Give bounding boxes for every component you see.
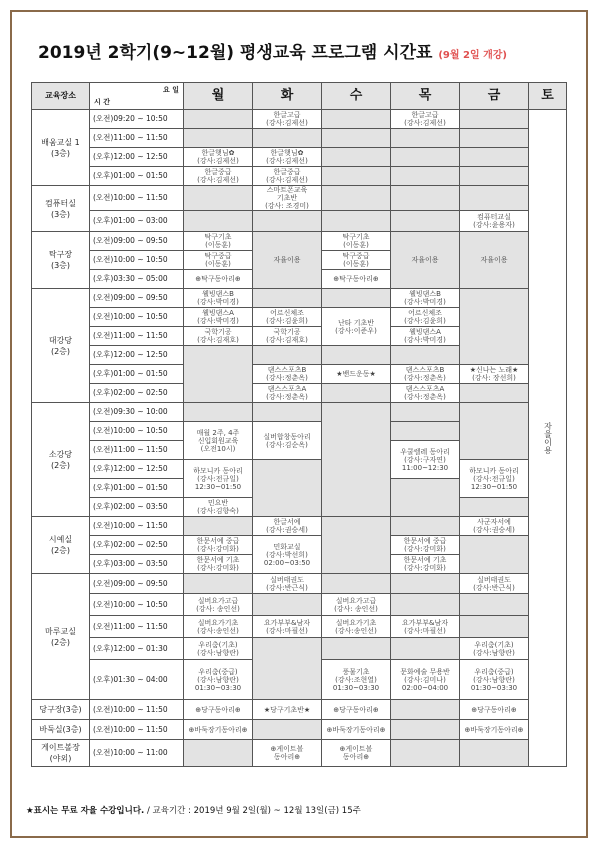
class-cell: 민요반 (강사:김향숙) [184, 498, 253, 517]
page-title [38, 38, 578, 63]
class-cell: 한글햇님✿ (강사:김제선) [184, 148, 253, 167]
time-slot: (오후)12:00 ~ 12:50 [90, 346, 184, 365]
room-baeum [32, 110, 90, 186]
time-slot: (오후)12:00 ~ 12:50 [90, 148, 184, 167]
class-cell: 컴퓨터교실 (강사:윤용자) [460, 211, 529, 232]
time-slot: (오후)12:00 ~ 01:30 [90, 638, 184, 660]
empty-cell [322, 289, 391, 308]
room-floor: (2층) [50, 546, 71, 555]
class-cell: 하모니카 동아리 (강사:전규일) 12:30~01:50 [460, 460, 529, 498]
class-cell: 어르신체조 (강사:김윤희) [253, 308, 322, 327]
header-day-thu: 목 [391, 83, 460, 110]
class-cell: 요가부부&남자 (강사:마필선) [391, 616, 460, 638]
empty-cell [184, 574, 253, 594]
class-cell: 한글고급 (강사:김제선) [391, 110, 460, 129]
time-slot: (오전)09:20 ~ 10:50 [90, 110, 184, 129]
empty-cell [253, 129, 322, 148]
empty-cell [391, 211, 460, 232]
empty-cell [391, 594, 460, 616]
header-row [32, 83, 567, 110]
class-cell: 자율이용 [253, 232, 322, 289]
class-cell: 탁구중급 (이동훈) [184, 251, 253, 270]
title-main: 2019년 2학기(9~12월) 평생교육 프로그램 시간표 [38, 43, 433, 63]
class-cell: 우쿨렐레 동아리 (강사:구자연) 11:00~12:30 [391, 441, 460, 479]
class-cell: 웰빙댄스A (강사:박미경) [391, 327, 460, 346]
class-cell: 실버합창동아리 (강사:김순옥) [253, 422, 322, 460]
class-cell: 실버요가고급 (강사: 송인선) [322, 594, 391, 616]
empty-cell [460, 384, 529, 403]
empty-cell [253, 594, 322, 616]
empty-cell [460, 289, 529, 365]
class-cell: 문화예술 무용반 (강사:김미나) 02:00~04:00 [391, 660, 460, 700]
empty-cell [460, 536, 529, 574]
room-floor: (3층) [50, 261, 71, 270]
time-slot: (오후)12:00 ~ 12:50 [90, 460, 184, 479]
class-cell: 우리춤(기초) (강사:남향란) [460, 638, 529, 660]
header-day-sat: 토 [529, 83, 567, 110]
empty-cell [322, 403, 391, 517]
class-cell: 어르신체조 (강사:김윤희) [391, 308, 460, 327]
class-cell: 한문서예 중급 (강사:강미화) [391, 536, 460, 555]
empty-cell [184, 403, 253, 422]
room-name: 대강당 [48, 335, 73, 345]
empty-cell [184, 110, 253, 129]
class-cell: 웰빙댄스A (강사:박미경) [184, 308, 253, 327]
empty-cell [460, 740, 529, 767]
empty-cell [391, 720, 460, 740]
time-slot: (오후)01:00 ~ 01:50 [90, 365, 184, 384]
empty-cell [253, 346, 322, 365]
room-maru [32, 574, 90, 700]
empty-cell [391, 574, 460, 594]
time-slot: (오후)02:00 ~ 03:50 [90, 498, 184, 517]
header-location: 교육장소 [32, 83, 90, 110]
room-name: 마루교실 [45, 626, 76, 636]
class-cell: 한글중급 (강사:김제선) [253, 167, 322, 186]
class-cell: 우리춤(기초) (강사:남향란) [184, 638, 253, 660]
class-cell: ⊕게이트볼 동아리⊕ [253, 740, 322, 767]
class-cell: ⊕당구동아리⊕ [460, 700, 529, 720]
time-slot: (오전)10:00 ~ 11:50 [90, 700, 184, 720]
time-slot: (오전)10:00 ~ 11:50 [90, 517, 184, 536]
time-slot: (오전)10:00 ~ 11:50 [90, 720, 184, 740]
time-slot: (오전)09:00 ~ 09:50 [90, 574, 184, 594]
empty-cell [391, 700, 460, 720]
class-cell: 난타 기초반 (강사:이준우) [322, 308, 391, 346]
class-cell: 댄스스포츠B (강사:정춘옥) [391, 365, 460, 384]
class-cell: 댄스스포츠A (강사:정춘옥) [253, 384, 322, 403]
time-slot: (오전)09:00 ~ 09:50 [90, 289, 184, 308]
time-slot: (오전)10:00 ~ 11:50 [90, 186, 184, 211]
empty-cell [322, 346, 391, 365]
empty-cell [253, 638, 322, 700]
class-cell: 탁구중급 (이동훈) [322, 251, 391, 270]
title-start-date: (9월 2일 개강) [438, 50, 508, 61]
class-cell: 한문서예 기초 (강사:강미화) [391, 555, 460, 574]
class-cell: ⊕바둑장기동아리⊕ [184, 720, 253, 740]
empty-cell [184, 346, 253, 403]
empty-cell [322, 638, 391, 660]
class-cell: 댄스스포츠A (강사:정춘옥) [391, 384, 460, 403]
time-slot: (오후)01:00 ~ 01:50 [90, 167, 184, 186]
empty-cell [460, 616, 529, 638]
header-day-fri: 금 [460, 83, 529, 110]
room-floor: (2층) [50, 460, 71, 470]
room-gateball [32, 740, 90, 767]
class-cell: 하모니카 동아리 (강사:전규일) 12:30~01:50 [184, 460, 253, 498]
class-cell: 우리춤(중급) (강사:남향란) 01:30~03:30 [184, 660, 253, 700]
class-cell: ⊕바둑장기동아리⊕ [460, 720, 529, 740]
empty-cell [322, 384, 391, 403]
room-floor: (야외) [49, 754, 72, 763]
class-cell: ★밴드운동★ [322, 365, 391, 384]
empty-cell [460, 403, 529, 460]
class-cell: 웰빙댄스B (강사:박미경) [391, 289, 460, 308]
class-cell: 탁구기초 (이동훈) [184, 232, 253, 251]
footer-period: / 교육기간 : 2019년 9월 2일(월) ~ 12월 13일(금) 15주 [146, 806, 361, 816]
time-slot: (오후)03:00 ~ 03:50 [90, 555, 184, 574]
empty-cell [184, 129, 253, 148]
time-slot: (오전)11:00 ~ 11:50 [90, 616, 184, 638]
empty-cell [460, 167, 529, 186]
empty-cell [253, 211, 322, 232]
class-cell: 풍물기초 (강사:조현열) 01:30~03:30 [322, 660, 391, 700]
time-slot: (오후)03:30 ~ 05:00 [90, 270, 184, 289]
empty-cell [391, 479, 460, 517]
room-name: 배움교실 1 [41, 137, 80, 147]
empty-cell [391, 148, 460, 167]
room-name: 당구장(3층) [39, 705, 82, 714]
empty-cell [184, 186, 253, 211]
class-cell: 댄스스포츠B (강사:정춘옥) [253, 365, 322, 384]
room-main-hall [32, 289, 90, 403]
class-cell: 민화교실 (강사:박선희) 02:00~03:50 [253, 536, 322, 574]
room-name: 바둑실(3층) [39, 725, 82, 734]
header-day-wed: 수 [322, 83, 391, 110]
class-cell: 자율이용 [391, 232, 460, 289]
class-cell: 스마트폰교육 기초반 (강사: 조경미) [253, 186, 322, 211]
empty-cell [391, 186, 460, 211]
room-floor: (3층) [50, 209, 71, 219]
empty-cell [460, 110, 529, 129]
empty-cell [391, 517, 460, 536]
empty-cell [391, 422, 460, 441]
class-cell: 탁구기초 (이동훈) [322, 232, 391, 251]
empty-cell [184, 740, 253, 767]
empty-cell [184, 211, 253, 232]
room-name: 소강당 [48, 449, 73, 459]
time-slot: (오후)01:30 ~ 04:00 [90, 660, 184, 700]
empty-cell [460, 594, 529, 616]
room-calligraphy [32, 517, 90, 574]
class-cell: ⊕당구동아리⊕ [322, 700, 391, 720]
class-cell: ⊕탁구동아리⊕ [322, 270, 391, 289]
footer [26, 804, 361, 816]
time-slot: (오전)10:00 ~ 10:50 [90, 308, 184, 327]
empty-cell [460, 129, 529, 148]
class-cell: ⊕탁구동아리⊕ [184, 270, 253, 289]
room-billiards [32, 700, 90, 720]
empty-cell [391, 129, 460, 148]
room-name: 컴퓨터실 [45, 198, 76, 208]
room-name: 시예실 [48, 535, 73, 544]
empty-cell [391, 740, 460, 767]
class-cell: 자율이용 [460, 232, 529, 289]
time-slot: (오전)09:30 ~ 10:00 [90, 403, 184, 422]
time-slot: (오전)10:00 ~ 10:50 [90, 251, 184, 270]
empty-cell [460, 148, 529, 167]
empty-cell [391, 167, 460, 186]
header-day-tue: 화 [253, 83, 322, 110]
class-cell: ⊕바둑장기동아리⊕ [322, 720, 391, 740]
room-small-hall [32, 403, 90, 517]
class-cell: 실버태권도 (강사:반근식) [253, 574, 322, 594]
time-slot: (오전)09:00 ~ 09:50 [90, 232, 184, 251]
empty-cell [391, 346, 460, 365]
class-cell: ★당구기초반★ [253, 700, 322, 720]
class-cell: 사군자서예 (강사:권승세) [460, 517, 529, 536]
room-baduk [32, 720, 90, 740]
empty-cell [391, 638, 460, 660]
room-floor: (2층) [50, 637, 71, 647]
class-cell: 우리춤(중급) (강사:남향란) 01:30~03:30 [460, 660, 529, 700]
empty-cell [322, 167, 391, 186]
class-cell: 실버요가기초 (강사:송인선) [322, 616, 391, 638]
class-cell: 한글햇님✿ (강사:김제선) [253, 148, 322, 167]
class-cell: 국학기공 (강사:김재호) [184, 327, 253, 346]
header-days-label: 요 일 [163, 86, 179, 94]
empty-cell [253, 403, 322, 422]
saturday-column [529, 110, 567, 767]
time-slot: (오후)02:00 ~ 02:50 [90, 384, 184, 403]
time-slot: (오후)02:00 ~ 02:50 [90, 536, 184, 555]
class-cell: 한문서예 중급 (강사:강미화) [184, 536, 253, 555]
footer-note: ★표시는 무료 자율 수강입니다. [26, 806, 145, 816]
empty-cell [322, 517, 391, 574]
empty-cell [253, 289, 322, 308]
header-day-mon: 월 [184, 83, 253, 110]
class-cell: 요가부부&남자 (강사:마필선) [253, 616, 322, 638]
time-slot: (오후)01:00 ~ 03:00 [90, 211, 184, 232]
empty-cell [460, 186, 529, 211]
class-cell: 한문서예 기초 (강사:강미화) [184, 555, 253, 574]
header-day-time [90, 83, 184, 110]
empty-cell [184, 517, 253, 536]
empty-cell [322, 129, 391, 148]
class-cell: 실버태권도 (강사:반근식) [460, 574, 529, 594]
empty-cell [391, 403, 460, 422]
time-slot: (오전)10:00 ~ 11:00 [90, 740, 184, 767]
saturday-note: 자율이용 [543, 422, 553, 454]
room-tabletennis [32, 232, 90, 289]
class-cell: 한글중급 (강사:김제선) [184, 167, 253, 186]
room-name: 게이트볼장 [41, 743, 80, 752]
class-cell: 매월 2주, 4주 신입회원교육 (오전10시) [184, 422, 253, 460]
room-floor: (2층) [50, 346, 71, 356]
time-slot: (오전)10:00 ~ 10:50 [90, 594, 184, 616]
schedule-table [31, 82, 567, 767]
class-cell: 국학기공 (강사:김재호) [253, 327, 322, 346]
time-slot: (오전)11:00 ~ 11:50 [90, 129, 184, 148]
empty-cell [460, 498, 529, 517]
header-time-label: 시 간 [94, 98, 110, 106]
time-slot: (오전)11:00 ~ 11:50 [90, 441, 184, 460]
empty-cell [253, 460, 322, 517]
room-name: 탁구장 [48, 250, 73, 259]
empty-cell [322, 211, 391, 232]
class-cell: ⊕당구동아리⊕ [184, 700, 253, 720]
room-floor: (3층) [50, 148, 71, 158]
class-cell: 한글고급 (강사:김제선) [253, 110, 322, 129]
class-cell: ★신나는 노래★ (강사: 장선희) [460, 365, 529, 384]
empty-cell [322, 574, 391, 594]
class-cell: 웰빙댄스B (강사:박미경) [184, 289, 253, 308]
class-cell: ⊕게이트볼 동아리⊕ [322, 740, 391, 767]
time-slot: (오전)10:00 ~ 10:50 [90, 422, 184, 441]
empty-cell [322, 110, 391, 129]
class-cell: 실버요가고급 (강사: 송인선) [184, 594, 253, 616]
empty-cell [253, 720, 322, 740]
class-cell: 실버요가기초 (강사:송인선) [184, 616, 253, 638]
class-cell: 한글서예 (강사:권승세) [253, 517, 322, 536]
empty-cell [322, 148, 391, 167]
empty-cell [322, 186, 391, 211]
time-slot: (오전)11:00 ~ 11:50 [90, 327, 184, 346]
time-slot: (오후)01:00 ~ 01:50 [90, 479, 184, 498]
room-computer [32, 186, 90, 232]
